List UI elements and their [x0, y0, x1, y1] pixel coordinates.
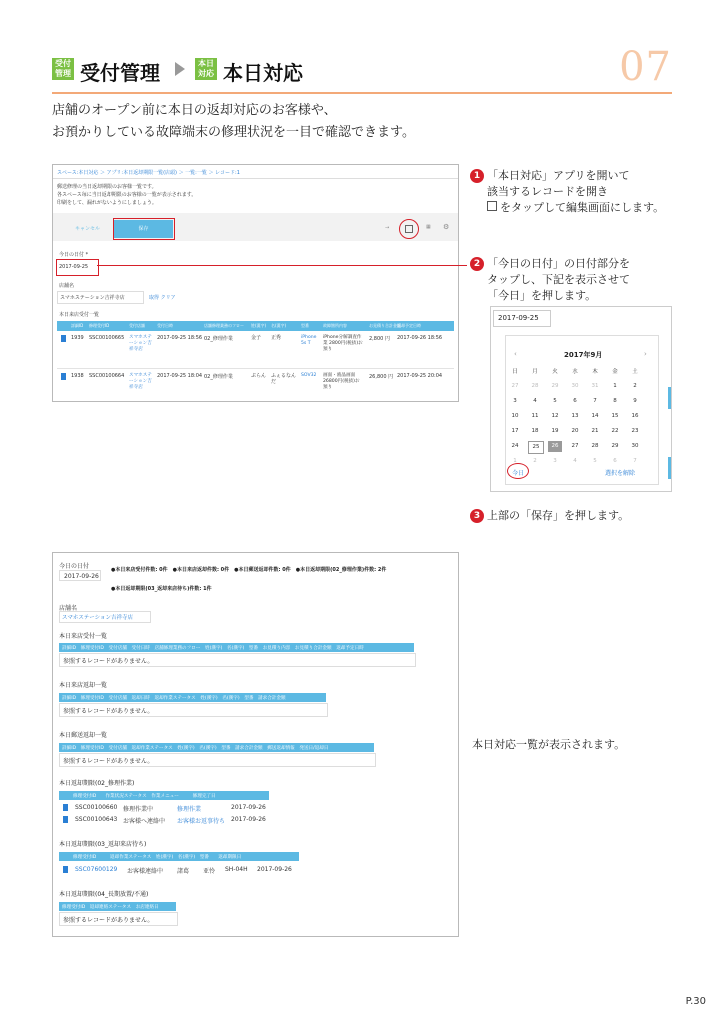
sec3-header: 詳細ID 修理受付ID 受付店舗 返却作業ステータス 姓(漢字) 名(漢字) 型番 請求合計金額 郵送返却情報 発送日/返却日 — [59, 743, 374, 752]
sec4-row-date: 2017-09-26 — [231, 804, 266, 811]
calendar-day[interactable]: 18 — [531, 428, 539, 434]
chevron-right-icon[interactable]: › — [644, 350, 647, 358]
clear-selection-button[interactable]: 選択を解除 — [605, 470, 636, 477]
table-column-header: 返却予定日時 — [397, 323, 421, 328]
row-flow: 02_修理作業 — [204, 374, 233, 380]
sec6-header: 修理受付ID 返却連絡ステータス お店連絡日 — [59, 902, 176, 911]
calendar-day[interactable]: 15 — [611, 413, 619, 419]
store-label: 店舗名 — [59, 283, 75, 289]
screen1-description: 郵送修理の当日返却期限のお客様一覧です。 各スペース毎に当日返却期限のお客様の一覧が表示されます。 印刷をして、漏れがないようにしましょう。 — [57, 184, 197, 206]
row-detail: iPhone分解調査作業 2800円(税抜)お預り — [323, 335, 363, 352]
row-return-date: 2017-09-25 20:04 — [397, 373, 443, 379]
sec6-empty: 参照するレコードがありません。 — [63, 917, 154, 924]
row-lastname: ぷらん — [251, 373, 267, 379]
sec5-row-model: SH-04H — [225, 866, 248, 873]
calendar-day[interactable]: 9 — [633, 398, 637, 404]
calendar-day[interactable]: 20 — [571, 428, 579, 434]
sec3-label: 本日郵送返却一覧 — [59, 732, 108, 739]
calendar-day[interactable]: 7 — [593, 398, 597, 404]
calendar-day[interactable]: 16 — [631, 413, 639, 419]
result-text: 本日対応一覧が表示されます。 — [472, 738, 626, 751]
row-return-date: 2017-09-26 18:56 — [397, 335, 443, 341]
calendar-day[interactable]: 4 — [533, 398, 537, 404]
sec5-row-status: お客様連絡中 — [127, 868, 164, 875]
sec2-label: 本日来店返却一覧 — [59, 682, 108, 689]
calendar-day[interactable]: 6 — [613, 458, 617, 464]
row-amount: 2,800 円 — [369, 336, 390, 342]
sec2-empty: 参照するレコードがありません。 — [63, 708, 154, 715]
record-icon[interactable] — [63, 816, 68, 823]
store-lookup-links[interactable]: 取得 クリア — [149, 295, 176, 301]
calendar-day[interactable]: 29 — [551, 383, 559, 389]
calendar-day[interactable]: 19 — [551, 428, 559, 434]
cancel-button[interactable]: キャンセル — [75, 226, 101, 232]
section-title-reception: 受付管理 — [80, 61, 160, 85]
table-column-header: 故障箇所内容 — [323, 323, 347, 328]
date-label: 今日の日付 * — [59, 252, 89, 258]
section-number: 07 — [619, 44, 672, 90]
calendar-day[interactable]: 10 — [511, 413, 519, 419]
sec4-label: 本日返却期限(02_修理作業) — [59, 780, 135, 787]
step2-text: 2 「今日の日付」の日付部分を タップし、下記を表示させて 「今日」を押します。 — [470, 256, 630, 304]
sec1-label: 本日来店受付一覧 — [59, 633, 108, 640]
calendar-day[interactable]: 27 — [511, 383, 519, 389]
calendar-day[interactable]: 3 — [553, 458, 557, 464]
sec1-header: 詳細ID 修理受付ID 受付店舗 受付日時 店舗修理業務のフロー 姓(漢字) 名(漢字) 型番 お見積り内容 お見積り合計金額 返却予定日時 — [59, 643, 414, 652]
sec5-row-lastname: 諸葛 — [177, 868, 190, 875]
row-model[interactable]: iPhone 5s T — [301, 335, 317, 346]
calendar-day[interactable]: 23 — [631, 428, 639, 434]
table-column-header: 店舗修理業務のフロー — [204, 323, 244, 328]
section-title-today: 本日対応 — [223, 61, 303, 85]
row-flow: 02_修理作業 — [204, 336, 233, 342]
calendar-day[interactable]: 27 — [571, 443, 579, 449]
row-number: SSC00100664 — [89, 373, 125, 379]
copy-icon[interactable]: ▦ — [426, 224, 431, 230]
sec5-row-firstname: 亚怜 — [203, 868, 216, 875]
sec4-row-number: SSC00100660 — [75, 804, 118, 811]
sec4-row-status: 修理作業中 — [123, 806, 154, 813]
breadcrumb-arrow-icon — [175, 62, 185, 76]
reception-badge: 受付 管理 — [52, 58, 74, 80]
sec5-row-date: 2017-09-26 — [257, 866, 292, 873]
row-firstname: 正秀 — [271, 335, 282, 341]
calendar-day[interactable]: 4 — [573, 458, 577, 464]
sec2-header: 詳細ID 修理受付ID 受付店舗 返却日時 返却作業ステータス 姓(漢字) 名(漢字) 型番 請求合計金額 — [59, 693, 326, 702]
calendar-day[interactable]: 6 — [573, 398, 577, 404]
sec4-row-menu[interactable]: お客様お返事待ち — [177, 818, 226, 825]
row-date: 2017-09-25 18:56 — [157, 335, 203, 341]
edit-icon-highlight — [399, 219, 419, 239]
sec4-row-number: SSC00100643 — [75, 816, 118, 823]
calendar-day[interactable]: 5 — [553, 398, 557, 404]
calendar-day[interactable]: 22 — [611, 428, 619, 434]
record-icon[interactable] — [61, 335, 66, 342]
row-amount: 26,800 円 — [369, 374, 394, 380]
calendar-day[interactable]: 1 — [613, 383, 617, 389]
chevron-left-icon[interactable]: ‹ — [514, 350, 517, 358]
page-number: P.30 — [685, 996, 706, 1007]
row-lastname: 金子 — [251, 335, 262, 341]
today-badge: 本日 対応 — [195, 58, 217, 80]
row-divider — [57, 368, 454, 369]
s2-store-value[interactable]: スマホステーション吉祥寺店 — [62, 615, 134, 621]
intro-text: 店舗のオープン前に本日の返却対応のお客様や、 お預かりしている故障端末の修理状況を一目で確認できます。 — [52, 103, 415, 140]
gear-icon[interactable]: ⚙ — [443, 223, 450, 231]
calendar-day[interactable]: 14 — [591, 413, 599, 419]
calendar-day[interactable]: 13 — [571, 413, 579, 419]
record-icon[interactable] — [61, 373, 66, 380]
table-column-header: 受付店舗 — [129, 323, 145, 328]
table-column-header: 型番 — [301, 323, 309, 328]
calendar-day[interactable]: 28 — [591, 443, 599, 449]
calendar-day[interactable]: 2 — [533, 458, 537, 464]
row-model[interactable]: SOV32 — [301, 373, 317, 378]
s2-counts-1: ●本日来店受付件数: 0件 ●本日来店返却件数: 0件 ●本日郵送返却件数: 0件 ●本日返却期限(02_修理作業)件数: 2件 — [111, 567, 387, 573]
s2-date-label: 今日の日付 — [59, 563, 90, 570]
header-rule — [52, 92, 672, 94]
record-icon[interactable] — [63, 866, 68, 873]
sec4-row-status: お客様へ連絡中 — [123, 818, 166, 825]
screen1-breadcrumb: スペース:本日対応 ＞ アプリ:本日返却期限一覧(店頭) ＞ 一覧:一覧 ＞ レコード:1 — [57, 170, 240, 176]
s2-counts-2: ●本日返却期限(03_返却来店待ち)件数: 1件 — [111, 586, 212, 592]
calendar-day[interactable]: 5 — [593, 458, 597, 464]
calendar-day[interactable]: 25 — [528, 441, 544, 454]
calendar-day[interactable]: 8 — [613, 398, 617, 404]
record-icon[interactable] — [63, 804, 68, 811]
calendar-day[interactable]: 28 — [531, 383, 539, 389]
row-id: 1939 — [71, 335, 84, 341]
weekday-label: 土 — [632, 369, 638, 375]
step1-text: 1 「本日対応」アプリを開いて 該当するレコードを開き をタップして編集画面にします。 — [470, 168, 664, 216]
table-column-header: 修理受付ID — [89, 323, 110, 328]
sec1-empty: 参照するレコードがありません。 — [63, 658, 154, 665]
table-column-header: お見積り合計金額 — [369, 323, 401, 328]
date-picker-screenshot — [490, 306, 672, 492]
weekday-label: 火 — [552, 369, 558, 375]
save-highlight — [113, 218, 175, 240]
row-number: SSC00100665 — [89, 335, 125, 341]
calendar-day[interactable]: 26 — [548, 441, 562, 452]
prev-icon[interactable]: → — [385, 225, 390, 231]
weekday-label: 木 — [592, 369, 598, 375]
calendar-day[interactable]: 12 — [551, 413, 559, 419]
sec4-row-date: 2017-09-26 — [231, 816, 266, 823]
edit-icon — [487, 201, 497, 211]
calendar-date-field[interactable]: 2017-09-25 — [493, 310, 551, 327]
calendar-day[interactable]: 29 — [611, 443, 619, 449]
calendar-day[interactable]: 11 — [531, 413, 539, 419]
calendar-month: 2017年9月 — [564, 351, 603, 359]
step3-text: 3 上部の「保存」を押します。 — [470, 508, 629, 524]
table-column-header: 詳細ID — [71, 323, 84, 328]
sec5-label: 本日返却期限(03_返却来店待ち) — [59, 841, 147, 848]
weekday-label: 金 — [612, 369, 618, 375]
table-label: 本日来店受付一覧 — [59, 312, 100, 318]
table-column-header: 姓(漢字) — [251, 323, 267, 328]
s2-store-label: 店舗名 — [59, 605, 78, 612]
calendar-day[interactable]: 30 — [631, 443, 639, 449]
sec3-empty: 参照するレコードがありません。 — [63, 758, 154, 765]
date-field[interactable]: 2017-09-25 — [59, 264, 89, 270]
table-column-header: 名(漢字) — [271, 323, 287, 328]
calendar-day[interactable]: 30 — [571, 383, 579, 389]
calendar-popup — [505, 335, 659, 485]
store-field[interactable]: スマホステーション吉祥寺店 — [60, 295, 125, 301]
weekday-label: 水 — [572, 369, 578, 375]
weekday-label: 月 — [532, 369, 538, 375]
calendar-day[interactable]: 17 — [511, 428, 519, 434]
calendar-day[interactable]: 1 — [513, 458, 517, 464]
calendar-day[interactable]: 3 — [513, 398, 517, 404]
sec5-row-number[interactable]: SSC07600129 — [75, 866, 118, 873]
row-store[interactable]: スマホステーション吉祥寺店 — [129, 373, 152, 390]
weekday-label: 日 — [512, 369, 518, 375]
today-button[interactable]: 今日 — [512, 470, 525, 477]
row-store[interactable]: スマホステーション吉祥寺店 — [129, 335, 152, 352]
calendar-day[interactable]: 2 — [633, 383, 637, 389]
calendar-day[interactable]: 24 — [511, 443, 519, 449]
calendar-day[interactable]: 31 — [591, 383, 599, 389]
sec6-label: 本日返却期限(04_長期放置/不通) — [59, 891, 149, 898]
calendar-day[interactable]: 7 — [633, 458, 637, 464]
row-id: 1938 — [71, 373, 84, 379]
row-firstname: ふぇるなんだ — [271, 373, 297, 385]
save-button[interactable]: 保存 — [114, 220, 173, 238]
s2-date-value: 2017-09-26 — [59, 570, 101, 581]
sec4-row-menu[interactable]: 修理作業 — [177, 806, 202, 813]
date-highlight — [56, 259, 99, 276]
today-list-screenshot — [52, 552, 459, 937]
row-date: 2017-09-25 18:04 — [157, 373, 203, 379]
row-detail: 画面・液晶画面 26800円(税抜)お預り — [323, 373, 360, 390]
sec4-header: 修理受付ID 作業状況ステータス 作業メニュー 修理完了日 — [59, 791, 269, 800]
connector-line — [97, 265, 467, 266]
calendar-day[interactable]: 21 — [591, 428, 599, 434]
sec5-header: 修理受付ID 返却作業ステータス 姓(漢字) 名(漢字) 型番 返却期限日 — [59, 852, 299, 861]
record-edit-screenshot — [52, 164, 459, 402]
table-column-header: 受付日時 — [157, 323, 173, 328]
